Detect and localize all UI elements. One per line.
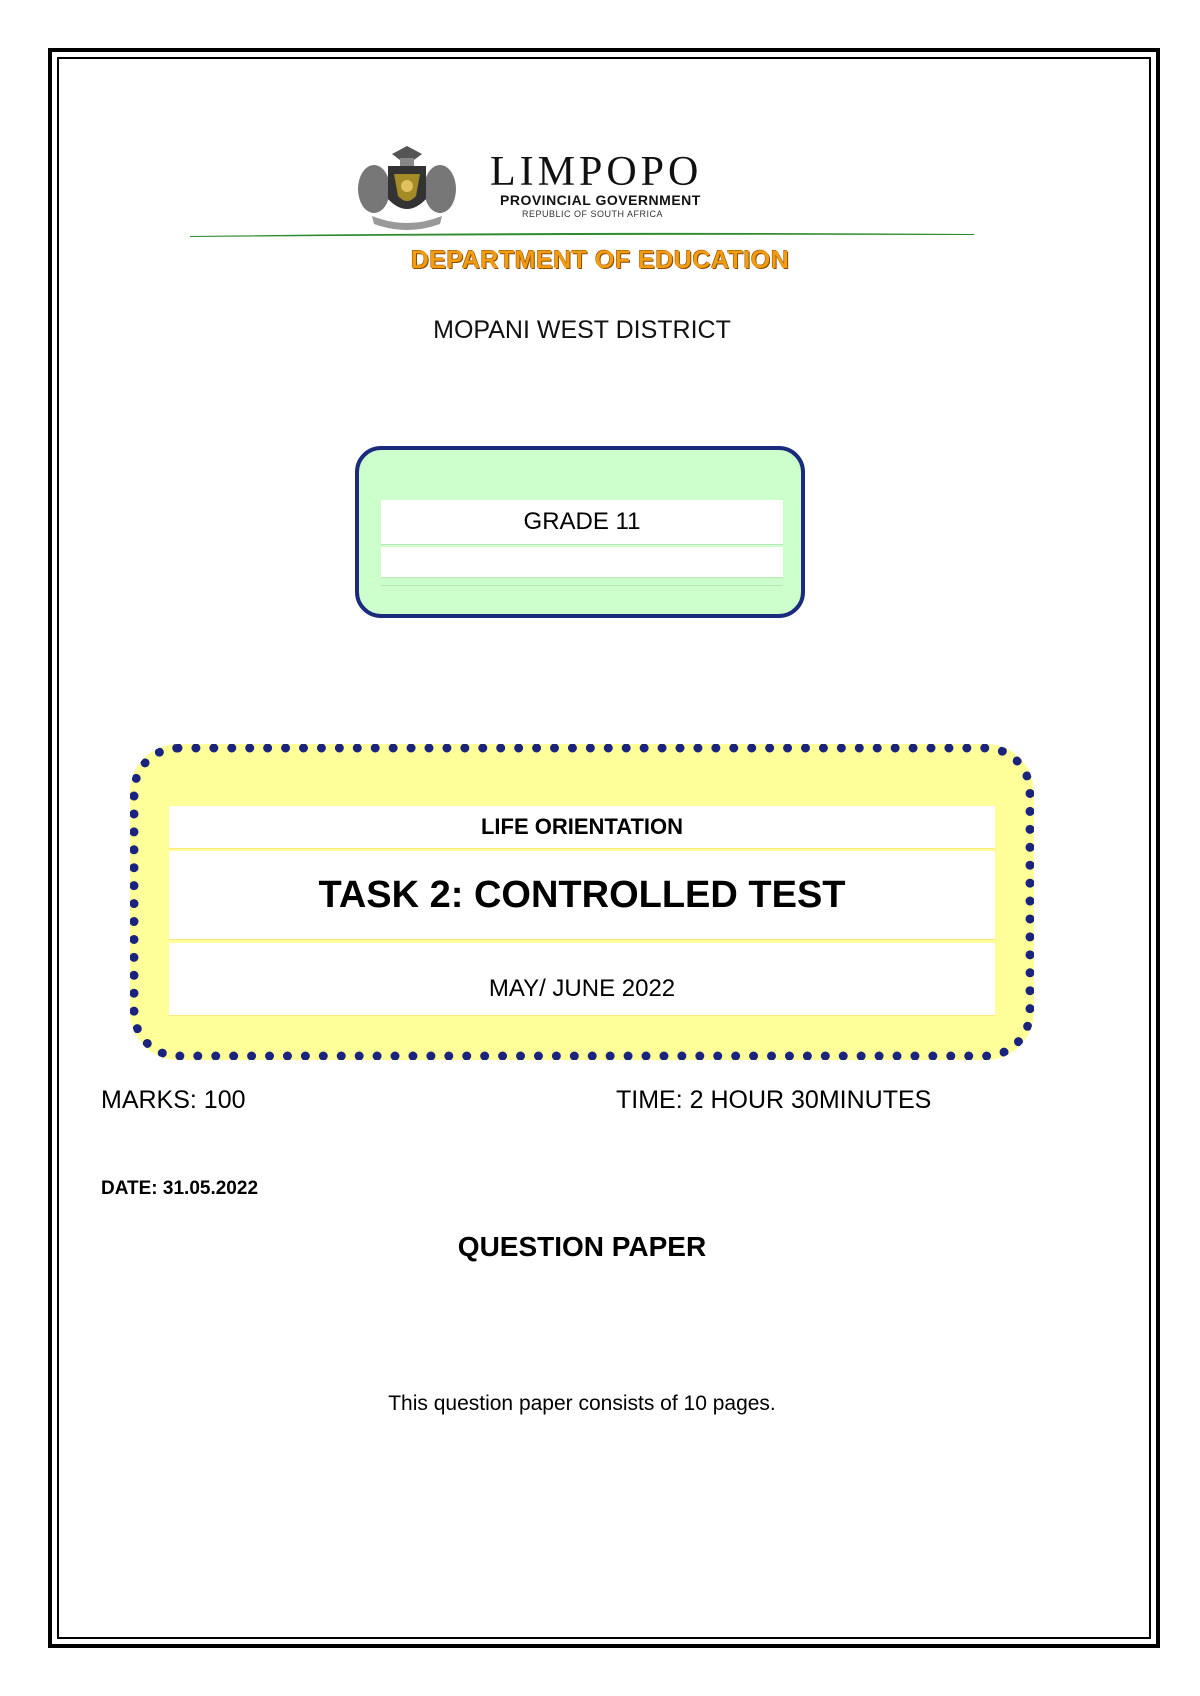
department-title: DEPARTMENT OF EDUCATION: [410, 246, 790, 274]
marks-value: MARKS: 100: [101, 1086, 246, 1114]
logo-subtitle: PROVINCIAL GOVERNMENT: [500, 192, 701, 208]
grade-blank-row: [381, 547, 783, 578]
coat-of-arms-emblem: [358, 146, 456, 230]
logo-caption: REPUBLIC OF SOUTH AFRICA: [522, 209, 664, 219]
page-count-note: This question paper consists of 10 pages.: [388, 1392, 776, 1415]
grade-blank-line: [381, 580, 783, 586]
exam-session: MAY/ JUNE 2022: [169, 943, 995, 1016]
header-divider: [190, 232, 974, 238]
subject-name: LIFE ORIENTATION: [169, 806, 995, 849]
paper-title: QUESTION PAPER: [457, 1231, 707, 1262]
district-name: MOPANI WEST DISTRICT: [433, 316, 731, 344]
time-value: TIME: 2 HOUR 30MINUTES: [616, 1086, 932, 1114]
exam-date: DATE: 31.05.2022: [101, 1178, 259, 1199]
grade-box: [355, 446, 805, 618]
subject-box: [130, 744, 1034, 1060]
logo-title: LIMPOPO: [490, 149, 703, 195]
grade-label: GRADE 11: [381, 500, 783, 545]
task-title: TASK 2: CONTROLLED TEST: [169, 851, 995, 940]
